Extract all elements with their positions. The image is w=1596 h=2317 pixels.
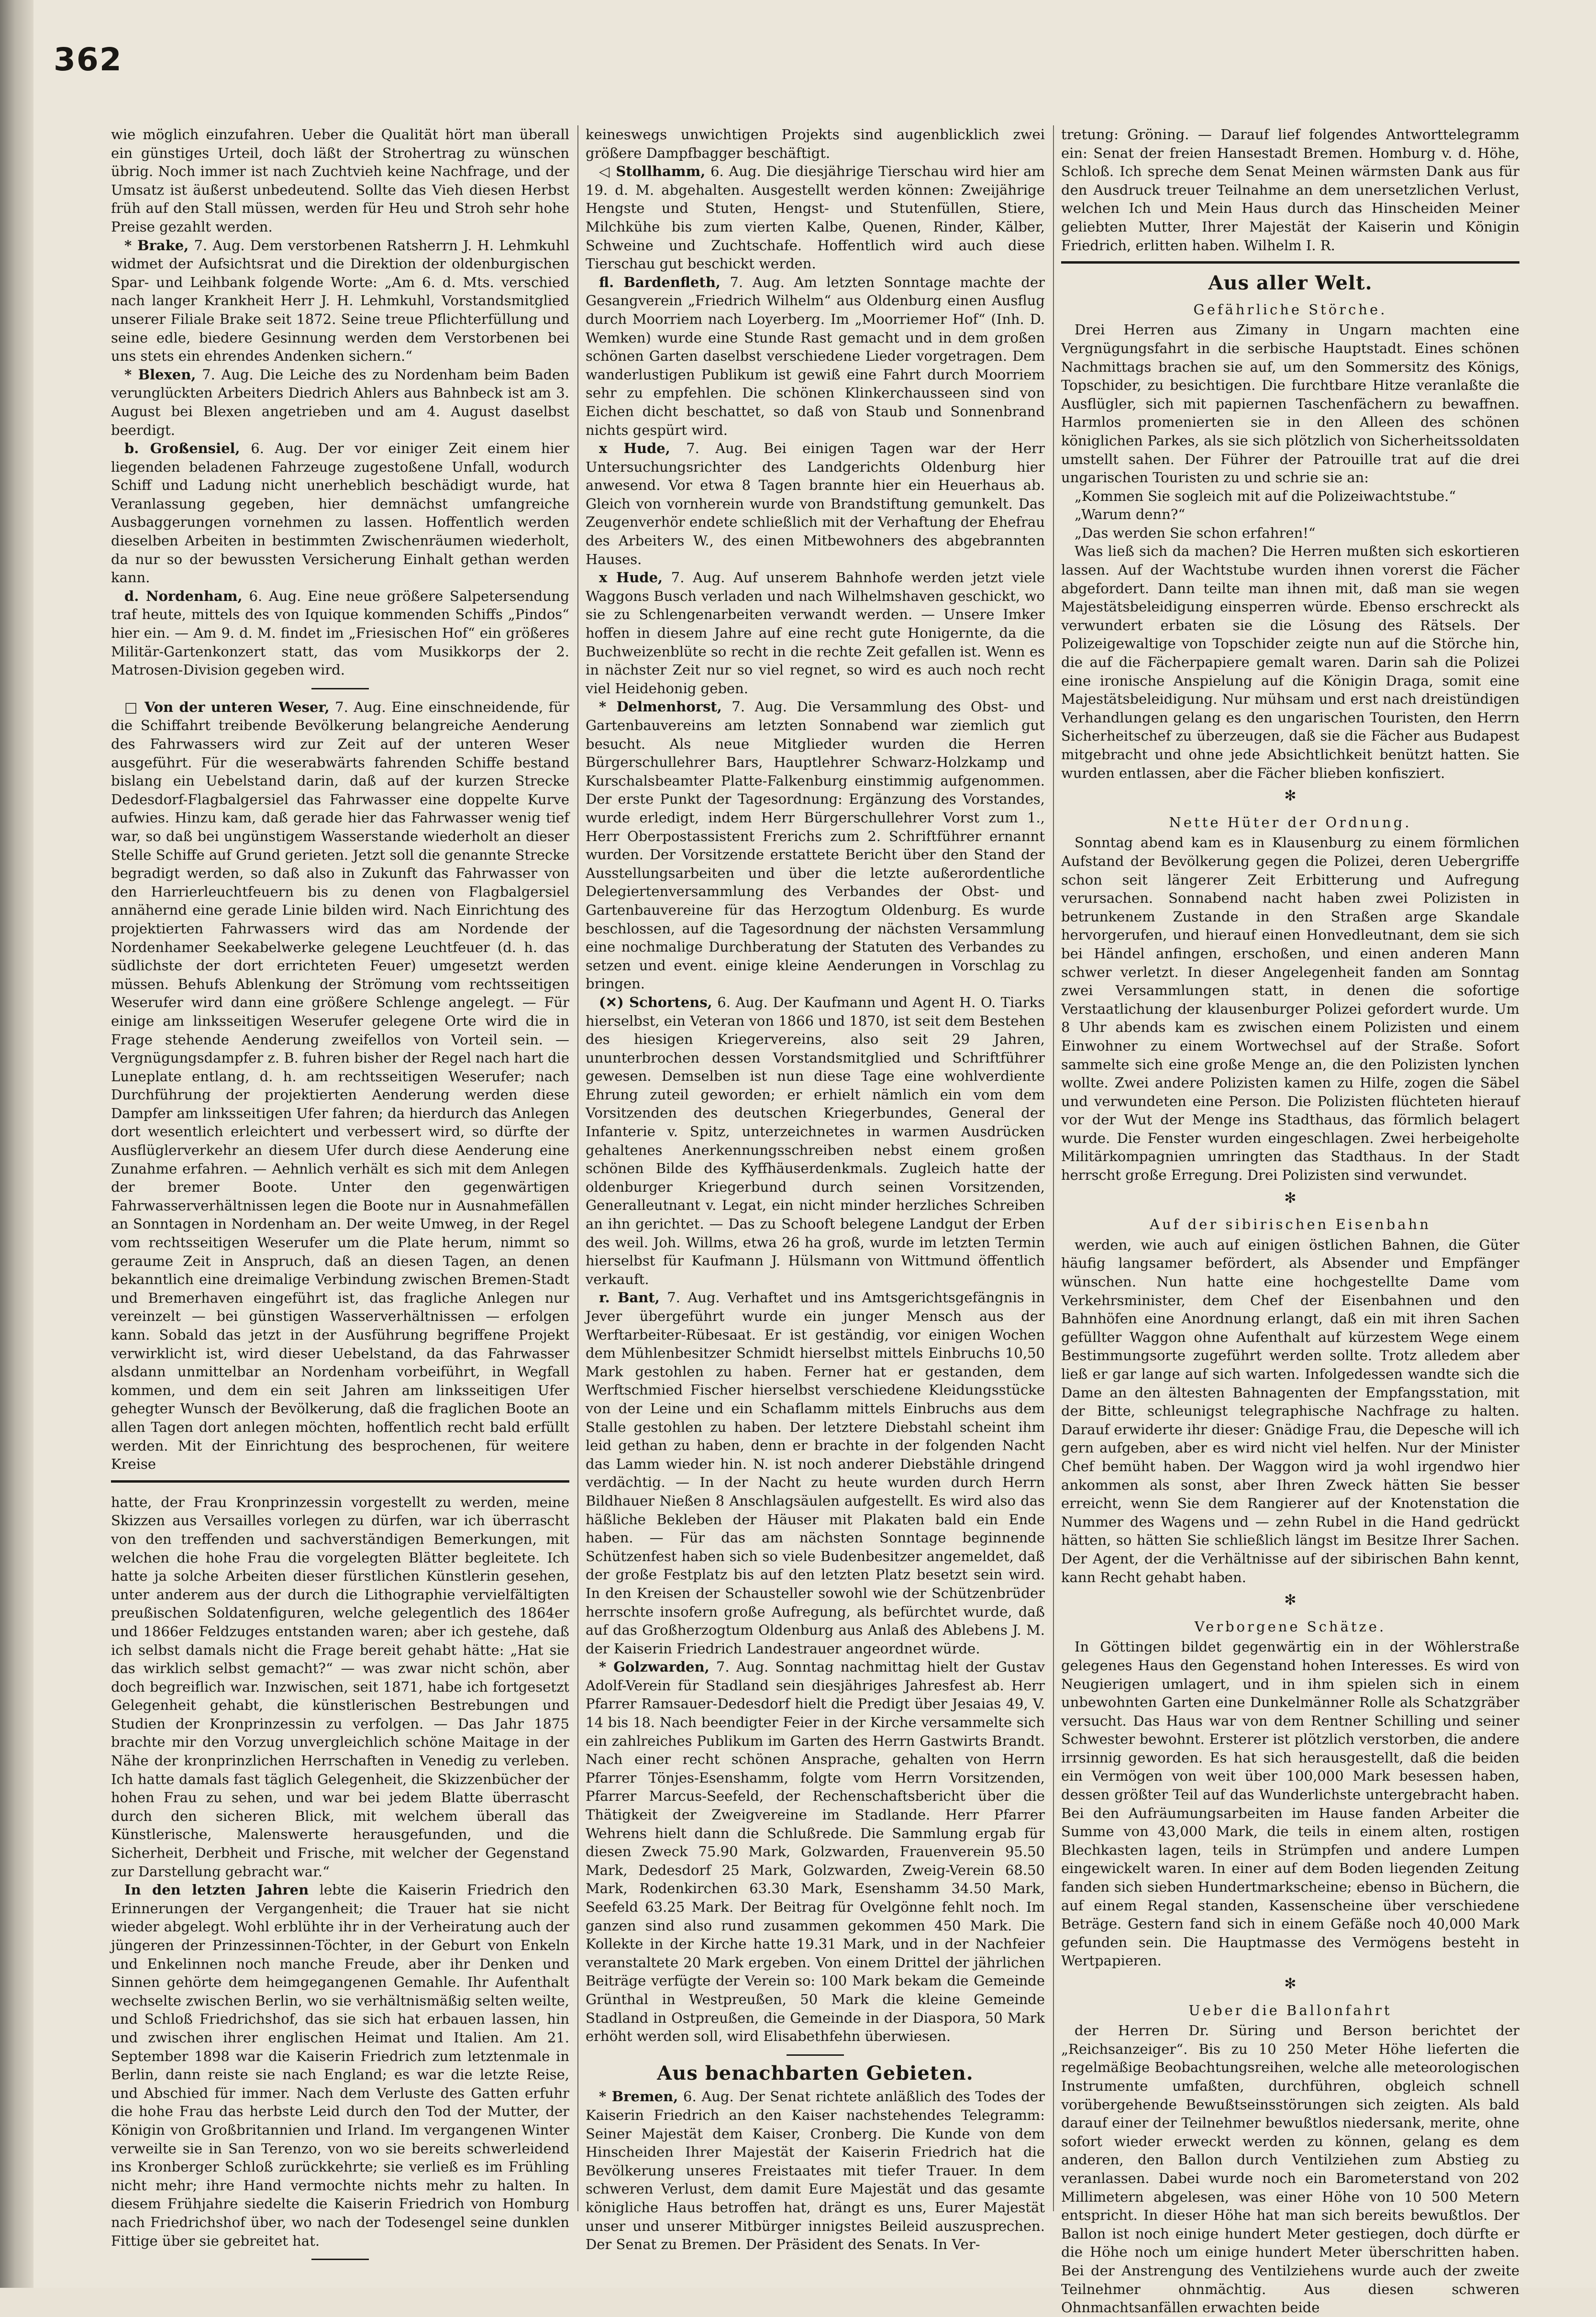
- article-paragraph: [586, 698, 1045, 993]
- dateline: * Brake,: [124, 237, 189, 254]
- article-paragraph: [1061, 505, 1519, 524]
- dateline: d. Nordenham,: [124, 588, 243, 604]
- article-paragraph: [586, 125, 1045, 162]
- article-headline: Verborgene Schätze.: [1194, 1618, 1386, 1635]
- article-paragraph: [586, 439, 1045, 568]
- article-text: 7. Aug. Dem verstorbenen Ratsherrn J. H. Lehmkuhl widmet der Aufsichtsrat und die Direktion der oldenburgischen Spar- und Leihbank folgende Worte: „Am 6. d. Mts. verschied nach langer Krankheit Herr J. H. Lehmkuhl, Vorstandsmitglied unserer Filiale Brake seit 1872. Seine treue Pflichterfüllung und seine edle, biedere Gesinnung werden dem Verstorbenen bei uns stets ein ehrendes Andenken sichern.“: [111, 237, 569, 365]
- article-paragraph: [586, 1658, 1045, 2045]
- section-heading: Aus benachbarten Gebieten.: [657, 2062, 974, 2084]
- column-divider: [1053, 125, 1054, 2211]
- dateline: x Hude,: [599, 440, 670, 457]
- article-paragraph: [1061, 1638, 1519, 1970]
- article-text: 6. Aug. Die diesjährige Tierschau wird hier am 19. d. M. abgehalten. Ausgestellt werden können: Zweijährige Hengste und Stuten, Hengst- und Stutenfüllen, Stiere, Milchkühe bis zum vierten Kalbe, Quenen, Rinder, Kälber, Schweine und Zuchtschafe. Hoffentlich wird auch diese Tierschau gut beschickt werden.: [586, 163, 1045, 272]
- article-paragraph: [111, 125, 569, 236]
- article-text: 6. Aug. Der Senat richtete anläßlich des Todes der Kaiserin Friedrich an den Kaiser nachstehendes Telegramm: Seiner Majestät dem Kaiser, Cronberg. Die Kunde von dem Hinscheiden Ihrer Majestät der Kaiserin Friedrich hat die Bevölkerung unseres Freistaates mit tiefer Trauer. In dem schweren Verlust, dem damit Eure Majestät und das gesamte königliche Haus betroffen hat, drängt es uns, Eurer Majestät unser und unserer Mitbürger innigstes Beileid auszusprechen. Der Senat zu Bremen. Der Präsident des Senats. In Ver-: [586, 2088, 1045, 2253]
- article-text: 7. Aug. Die Versammlung des Obst- und Gartenbauvereins am letzten Sonnabend war ziemlich gut besucht. Als neue Mitglieder wurden die Herren Bürgerschullehrer Bars, Hauptlehrer Schwarz-Holzkamp und Kurschalsbeamter Platte-Falkenburg einstimmig aufgenommen. Der erste Punkt der Tagesordnung: Ergänzung des Vorstandes, wurde erledigt, indem Herr Bürgerschullehrer Vorst zum 1., Herr Oberpostassistent Frerichs zum 2. Schriftführer ernannt wurden. Der Vorsitzende erstattete Bericht über den Stand der Ausstellungsarbeiten und über die letzte außerordentliche Delegiertenversammlung des Verbandes der Obst- und Gartenbauvereine für das Herzogtum Oldenburg. Es wurde beschlossen, auf die Tagesordnung der nächsten Versammlung eine nochmalige Durchberatung der Statuten des Verbandes zu setzen und event. einige kleine Aenderungen in Vorschlag zu bringen.: [586, 698, 1045, 992]
- dateline: x Hude,: [599, 569, 663, 586]
- article-text: 7. Aug. Die Leiche des zu Nordenham beim Baden verunglückten Arbeiters Diedrich Ahlers aus Bahnbeck ist am 3. August bei Blexen angetrieben und am 4. August daselbst beerdigt.: [111, 366, 569, 438]
- section-heading: Aus aller Welt.: [1208, 272, 1373, 295]
- article-paragraph: [1061, 2021, 1519, 2317]
- article-paragraph: [586, 993, 1045, 1289]
- article-paragraph: [111, 236, 569, 366]
- article-text: Sonntag abend kam es in Klausenburg zu einem förmlichen Aufstand der Bevölkerung gegen die Polizei, deren Uebergriffe schon seit längerer Zeit Erbitterung und Aufregung verursachen. Sonnabend nacht haben zwei Polizisten in betrunkenem Zustande in den Straßen arge Skandale hervorgerufen, und hierauf einen Honvedleutnant, dem sie sich bei Händel anfingen, erschoßen, und einen anderen Mann schwer verletzt. In dieser Angelegenheit fanden am Sonntag zwei Versammlungen statt, in denen die sofortige Verstaatlichung der klausenburger Polizei gefordert wurde. Um 8 Uhr abends kam es zwischen einem Polizisten und einem Einwohner zu einem Wortwechsel auf der Straße. Sofort sammelte sich eine große Menge an, die den Polizisten lynchen wollte. Zwei andere Polizisten kamen zu Hilfe, zogen die Säbel und verwundeten eine Person. Die Polizisten flüchteten hierauf vor der Wut der Menge ins Stadthaus, das förmlich belagert wurde. Die Fenster wurden eingeschlagen. Zwei herbeigeholte Militärkompagnien umringten das Stadthaus. In der Stadt herrscht große Erregung. Drei Polizisten sind verwundet.: [1061, 834, 1519, 1184]
- article-text: 7. Aug. Sonntag nachmittag hielt der Gustav Adolf-Verein für Stadland sein diesjähriges Jahresfest ab. Herr Pfarrer Ramsauer-Dedesdorf hielt die Predigt über Jesaias 49, V. 14 bis 18. Nach beendigter Feier in der Kirche versammelte sich ein zahlreiches Publikum im Garten des Herrn Gastwirts Brandt. Nach einer recht schönen Ansprache, gehalten von Herrn Pfarrer Tönjes-Esenshamm, folgte vom Herrn Vorsitzenden, Pfarrer Marcus-Seefeld, der Rechenschaftsbericht über die Thätigkeit der Zweigvereine im Stadlande. Herr Pfarrer Wehrens hielt dann die Schlußrede. Die Sammlung ergab für diesen Zweck 75.90 Mark, Golzwarden, Frauenverein 95.50 Mark, Dedesdorf 25 Mark, Golzwarden, Zweig-Verein 68.50 Mark, Rodenkirchen 63.30 Mark, Esenshamm 34.50 Mark, Seefeld 63.25 Mark. Der Beitrag für Ovelgönne fehlt noch. Im ganzen sind also rund zusammen gekommen 450 Mark. Die Kollekte in der Kirche hatte 19.31 Mark, und in der Nachfeier veranstaltete 20 Mark ergeben. Von einem Drittel der jährlichen Beiträge verfügte der Verein so: 100 Mark bekam die Gemeinde Grünthal in Westpreußen, 50 Mark die kleine Gemeinde Stadland in Ostpreußen, die Gemeinde in der Diaspora, 50 Mark erhöht werden soll, wird Elisabethfehn überwiesen.: [586, 1659, 1045, 2045]
- article-separator: [311, 688, 369, 689]
- book-binding-edge: [0, 0, 33, 2288]
- article-headline: Gefährliche Störche.: [1193, 301, 1387, 318]
- dateline: * Blexen,: [124, 366, 196, 383]
- article-headline: Nette Hüter der Ordnung.: [1169, 814, 1412, 831]
- article-paragraph: [1061, 524, 1519, 543]
- article-paragraph: [586, 1288, 1045, 1658]
- article-paragraph: [111, 587, 569, 679]
- column-1: [111, 125, 569, 2249]
- article-paragraph: [1061, 1236, 1519, 1586]
- dateline: * Golzwarden,: [599, 1659, 709, 1675]
- article-paragraph: [586, 162, 1045, 273]
- article-text: Drei Herren aus Zimany in Ungarn machten eine Vergnügungsfahrt in die serbische Hauptstadt. Eines schönen Nachmittags brachen sie auf, um den Sommersitz des Königs, Topschider, zu besichtigen. Die furchtbare Hitze veranlaßte die Ausflügler, sich mit papiernen Taschenfächern zu bewaffnen. Harmlos promenierten sie in den Alleen des schönen königlichen Parkes, als sie sich plötzlich von Sicherheitssoldaten umstellt sahen. Der Führer der Patrouille trat auf die drei ungarischen Touristen zu und schrie sie an:: [1061, 321, 1519, 486]
- dateline: In den letzten Jahren: [124, 1882, 309, 1898]
- article-text: 7. Aug. Eine einschneidende, für die Schiffahrt treibende Bevölkerung belangreiche Aenderung des Fahrwassers wird zur Zeit auf der unteren Weser ausgeführt. Für die weserabwärts fahrenden Schiffe bestand bislang ein Uebelstand darin, daß auf der kurzen Strecke Dedesdorf-Flagbalgersiel das Fahrwasser eine doppelte Kurve aufwies. Hinzu kam, daß gerade hier das Fahrwasser wenig tief war, so daß bei ungünstigem Wasserstande wiederholt an dieser Stelle Schiffe auf Grund gerieten. Jetzt soll die genannte Strecke begradigt werden, so daß also in Zukunft das Fahrwasser von den Harrierleuchtfeuern bis zu denen von Flagbalgersiel annähernd eine gerade Linie bilden wird. Nach Einrichtung des projektierten Fahrwassers wird das am Nordende der Nordenhamer Seekabelwerke gelegene Leuchtfeuer (d. h. das südlichste der dort errichteten Feuer) umgesetzt werden müssen. Behufs Ablenkung der Strömung vom rechtsseitigen Weserufer wird dann eine größere Schlenge angelegt. — Für einige am linksseitigen Weserufer gelegene Orte wird die in Frage stehende Aenderung zweifellos von Vorteil sein. — Vergnügungsdampfer z. B. fuhren bisher der Regel nach hart die Luneplate entlang, d. h. am rechtsseitigen Weserufer; nach Durchführung der projektierten Aenderung werden diese Dampfer am linksseitigen Ufer fahren; da hierdurch das Anlegen dort wesentlich erleichtert und verbessert wird, so dürfte der Ausflüglerverkehr an diesem Ufer durch diese Aenderung eine Zunahme erfahren. — Aehnlich verhält es sich mit dem Anlegen der bremer Boote. Unter den gegenwärtigen Fahrwasserverhältnissen legen die Boote nur in Ausnahmefällen an Sonntagen in Nordenham an. Der weite Umweg, in der Regel vom rechtsseitigen Weserufer um die Plate herum, nimmt so geraume Zeit in Anspruch, daß an diesen Tagen, an denen bekanntlich eine dreimalige Verbindung zwischen Bremen-Stadt und Bremerhaven eingeführt ist, das fragliche Anlegen nur vereinzelt — bei günstigen Wasserverhältnissen — erfolgen kann. Sobald das jetzt in der Ausführung begriffene Projekt verwirklicht ist, wird dieser Uebelstand, da das Fahrwasser alsdann unmittelbar an Nordenham vorbeiführt, in Wegfall kommen, und dem ein seit Jahren am linksseitigen Ufer gehegter Wunsch der Bevölkerung, daß die fraglichen Boote an allen Tagen dort anlegen möchten, hoffentlich recht bald erfüllt werden. Mit der Einrichtung des besprochenen, für weitere Kreise: [111, 698, 569, 1473]
- article-text: In Göttingen bildet gegenwärtig ein in der Wöhlerstraße gelegenes Haus den Gegenstand hohen Interesses. Es wird von Neugierigen umlagert, und in ihm spielen sich in einem unbewohnten Garten eine Dunkelmänner Rolle als Schatzgräber versucht. Das Haus war von dem Rentner Schilling und seiner Schwester bewohnt. Ersterer ist plötzlich verstorben, die andere irrsinnig geworden. Es hat sich herausgestellt, daß die beiden ein Vermögen von weit über 100,000 Mark besessen haben, dessen größter Teil auf das Wunderlichste untergebracht haben. Bei den Aufräumungsarbeiten im Hause fanden Arbeiter die Summe von 43,000 Mark, die teils in einem alten, rostigen Blechkasten lagen, teils in Strümpfen und andere Lumpen eingewickelt waren. In einer auf dem Boden liegenden Zeitung fanden sich sieben Hundertmarkscheine; ebenso in Büchern, die auf einem Regal standen, Kassenscheine über verschiedene Beträge. Gestern fand sich in einem Gefäße noch 40,000 Mark gefunden sein. Die Hauptmasse des Vermögens besteht in Wertpapieren.: [1061, 1639, 1519, 1969]
- article-paragraph: [111, 698, 569, 1474]
- asterism-separator: ✻: [1284, 787, 1297, 805]
- article-paragraph: [1061, 542, 1519, 782]
- dateline: * Delmenhorst,: [599, 698, 722, 715]
- article-text: keineswegs unwichtigen Projekts sind augenblicklich zwei größere Dampfbagger beschäftigt.: [586, 126, 1045, 161]
- page-number: 362: [54, 41, 122, 78]
- article-text: 6. Aug. Der vor einiger Zeit einem hier liegenden beladenen Fahrzeuge zugestoßene Unfall, wodurch Schiff und Ladung nicht unerheblich beschädigt wurde, hat Veranlassung gegeben, hier demnächst umfangreiche Ausbaggerungen vornehmen zu lassen. Hoffentlich werden dieselben Arbeiten in bestimmten Zwischenräumen wiederholt, da nur so der bewussten Versicherung Einhalt gethan werden kann.: [111, 440, 569, 586]
- article-text: der Herren Dr. Süring und Berson berichtet der „Reichsanzeiger“. Bis zu 10 250 Meter Höhe lieferten die regelmäßige Beobachtungsreihen, welche alle meteorologischen Instrumente umfaßten, durchführen, obgleich schnell vorübergehende Bewußtseinsstörungen sich zeigten. Als bald darauf einer der Teilnehmer bewußtlos niedersank, merite, ohne sofort wieder erweckt werden zu können, gelang es dem anderen, den Ballon durch Ventilziehen zum Abstieg zu veranlassen. Dabei wurde noch ein Barometerstand von 202 Millimetern abgelesen, was einer Höhe von 10 500 Metern entspricht. In dieser Höhe hat man sich bereits bewußtlos. Der Ballon ist noch einige hundert Meter gestiegen, doch dürfte er die Höhe noch um einige hundert Meter überschritten haben. Bei der Anstrengung des Ventilziehens wurde auch der zweite Teilnehmer ohnmächtig. Aus diesen schweren Ohnmachtsanfällen erwachten beide: [1061, 2022, 1519, 2316]
- article-paragraph: [1061, 321, 1519, 487]
- column-divider: [577, 125, 578, 2211]
- article-paragraph: [111, 1881, 569, 2250]
- article-text: 6. Aug. Der Kaufmann und Agent H. O. Tiarks hierselbst, ein Veteran von 1866 und 1870, ist seit dem Bestehen des hiesigen Kriegervereins, also seit 29 Jahren, ununterbrochen dessen Vorstandsmitglied und Schriftführer gewesen. Demselben ist nun diese Tage eine wohlverdiente Ehrung zuteil geworden; er erhielt nämlich ein vom dem Vorsitzenden des deutschen Kriegerbundes, General der Infanterie v. Spitz, unterzeichnetes in warmen Ausdrücken gehaltenes Anerkennungsschreiben nebst einem großen schönen Bilde des Kyffhäuserdenkmals. Zugleich hatte der oldenburger Kriegerbund durch seinen Vorsitzenden, Generalleutnant v. Legat, ein nicht minder herzliches Schreiben an ihn gerichtet. — Das zu Schooft belegene Landgut der Erben des weil. Joh. Willms, etwa 26 ha groß, wurde im letzten Termin hierselbst für Kaufmann J. Hülsmann von Wittmund öffentlich verkauft.: [586, 994, 1045, 1287]
- section-rule: [1061, 261, 1519, 264]
- article-text: 7. Aug. Bei einigen Tagen war der Herr Untersuchungsrichter des Landgerichts Oldenburg hier anwesend. Vor etwa 8 Tagen brannte hier ein Heuerhaus ab. Gleich von vornherein wurde von Brandstiftung gemunkelt. Das Zeugenverhör endete schließlich mit der Verhaftung der Ehefrau des Arbeiters W., des einen Mitbewohners des abgebrannten Hauses.: [586, 440, 1045, 567]
- asterism-separator: ✻: [1284, 1189, 1297, 1207]
- article-text: hatte, der Frau Kronprinzessin vorgestellt zu werden, meine Skizzen aus Versailles vorlegen zu dürfen, war ich überrascht von den treffenden und sachverständigen Bemerkungen, mit welchen die hohe Frau die vorgelegten Blätter begleitete. Ich hatte ja solche Arbeiten dieser fürstlichen Künstlerin gesehen, unter anderem aus der durch die Lithographie vervielfältigten preußischen Soldatenfiguren, welche gelegentlich des 1864er und 1866er Feldzuges entstanden waren; aber ich gestehe, daß ich selbst damals nicht die Frage bereit gehabt hätte: „Hat sie das wirklich selbst gemacht?“ — was zwar nicht schön, aber doch begreiflich war. Inzwischen, seit 1871, habe ich fortgesetzt Gelegenheit gehabt, die künstlerischen Bestrebungen und Studien der Kronprinzessin zu verfolgen. — Das Jahr 1875 brachte mir den Vorzug unvergleichlich schöne Maitage in der Nähe der kronprinzlichen Herrschaften in Venedig zu verleben. Ich hatte damals fast täglich Gelegenheit, die Skizzenbücher der hohen Frau zu sehen, und war bei jedem Blatte überrascht durch den sicheren Blick, mit welchem überall das Künstlerische, Malenswerte herausgefunden, und die Sicherheit, Derbheit und Frische, mit welcher der Gegenstand zur Darstellung gebracht war.“: [111, 1494, 569, 1880]
- article-paragraph: [1061, 487, 1519, 506]
- dateline: □ Von der unteren Weser,: [124, 698, 330, 715]
- dateline: ◁ Stollhamm,: [599, 163, 706, 180]
- article-text: Was ließ sich da machen? Die Herren mußten sich eskortieren lassen. Auf der Wachtstube wurden ihnen vorerst die Fächer abgefordert. Dann teilte man ihnen mit, daß man sie wegen Majestätsbeleidigung einsperren würde. Ebenso erschreckt als verwundert erbaten sie die Lösung des Rätsels. Der Polizeigewaltige von Topschider zeigte nun auf die Störche hin, die auf die Fächerpapiere gemalt waren. Darin sah die Polizei eine ironische Anspielung auf die Königin Draga, somit eine Majestätsbeleidigung. Nur mühsam und erst nach dreistündigen Verhandlungen gelang es den ungarischen Touristen, den Herrn Sicherheitschef zu überzeugen, daß sie die Fächer aus Budapest mitgebracht und ohne jede Absichtlichkeit benützt hatten. Sie wurden entlassen, aber die Fächer blieben konfisziert.: [1061, 543, 1519, 781]
- article-separator: [787, 2054, 844, 2056]
- article-paragraph: [586, 568, 1045, 698]
- article-text: lebte die Kaiserin Friedrich den Erinnerungen der Vergangenheit; die Trauer hat sie nicht wieder abgelegt. Wohl erblühte ihr in der Verheiratung auch der jüngeren der Prinzessinnen-Töchter, in der Geburt von Enkeln und Enkelinnen noch manche Freude, aber ihr Denken und Sinnen gehörte dem heimgegangenen Gemahle. Ihr Aufenthalt wechselte zwischen Berlin, wo sie verhältnismäßig selten weilte, und Schloß Friedrichshof, das sie sich hat erbauen lassen, hin und zwischen ihrer englischen Heimat und Italien. Am 21. September 1898 war die Kaiserin Friedrich zum letztenmale in Berlin, dann reiste sie nach England; es war die letzte Reise, und Abschied für immer. Nach dem Verluste des Gatten erfuhr die hohe Frau das herbste Leid durch den Tod der Mutter, der Königin von Großbritannien und Irland. Im vergangenen Winter verweilte sie in San Terenzo, von wo sie bereits schwerleidend ins Kronberger Schloß zurückkehrte; sie verließ es im Frühling nicht mehr; ihre Hand vermochte nichts mehr zu halten. In diesem Frühjahre siedelte die Kaiserin Friedrich von Homburg nach Friedrichshof über, wo nach der Todesengel seine dunklen Fittige über sie gebreitet hat.: [111, 1882, 569, 2249]
- dateline: b. Großensiel,: [124, 440, 240, 457]
- asterism-separator: ✻: [1284, 1975, 1297, 1992]
- article-headline: Auf der sibirischen Eisenbahn: [1150, 1216, 1431, 1233]
- asterism-separator: ✻: [1284, 1592, 1297, 1609]
- article-text: 7. Aug. Verhaftet und ins Amtsgerichtsgefängnis in Jever übergeführt wurde ein junger Mensch aus der Werftarbeiter-Rübesaat. Er ist geständig, vor einigen Wochen dem Mühlenbesitzer Schmidt hierselbst mittels Einbruchs 10,50 Mark gestohlen zu haben. Ferner hat er gestanden, dem Werftschmied Fischer hierselbst verschiedene Kleidungsstücke von der Leine und ein Schaflamm mittels Einbruchs aus dem Stalle gestohlen zu haben. Der letztere Diebstahl scheint ihm leid gethan zu haben, denn er brachte in der folgenden Nacht das Lamm wieder hin. N. ist noch anderer Diebstähle dringend verdächtig. — In der Nacht zu heute wurden durch Herrn Bildhauer Nießen 8 Anschlagsäulen aufgestellt. Es wird also das häßliche Bekleben der Häuser mit Plakaten bald ein Ende haben. — Für das am nächsten Sonntage beginnende Schützenfest haben sich so viele Budenbesitzer angemeldet, daß der große Festplatz bis auf den letzten Platz besetzt sein wird. In den Kreisen der Schausteller sowohl wie der Schützenbrüder herrschte insofern große Aufregung, als befürchtet wurde, daß auf das Großherzogtum Oldenburg aus Anlaß des Ablebens J. M. der Kaiserin Friedrich Landestrauer angeordnet würde.: [586, 1289, 1045, 1657]
- article-paragraph: [111, 1493, 569, 1881]
- article-text: „Warum denn?“: [1075, 506, 1186, 523]
- article-text: tretung: Gröning. — Darauf lief folgendes Antworttelegramm ein: Senat der freien Hansestadt Bremen. Homburg v. d. Höhe, Schloß. Ich spreche dem Senat Meinen wärmsten Dank aus für den Ausdruck treuer Teilnahme an dem unersetzlichen Verlust, welchen Ich und Mein Haus durch das Hinscheiden Meiner geliebten Mutter, Ihrer Majestät der Kaiserin und Königin Friedrich, erlitten haben. Wilhelm I. R.: [1061, 126, 1519, 254]
- article-text: 6. Aug. Eine neue größere Salpetersendung traf heute, mittels des von Iquique kommenden Schiffs „Pindos“ hier ein. — Am 9. d. M. findet im „Friesischen Hof“ ein größeres Militär-Gartenkonzert statt, das vom Musikkorps der 2. Matrosen-Division gegeben wird.: [111, 588, 569, 678]
- article-text: wie möglich einzufahren. Ueber die Qualität hört man überall ein günstiges Urteil, doch läßt der Strohertrag zu wünschen übrig. Noch immer ist nach Zuchtvieh keine Nachfrage, und der Umsatz ist äußerst unbedeutend. Sollte das Vieh diesen Herbst früh auf den Stall müssen, werden für Heu und Stroh sehr hohe Preise gezahlt werden.: [111, 126, 569, 235]
- article-paragraph: [1061, 125, 1519, 255]
- article-paragraph: [586, 2087, 1045, 2253]
- article-separator: [311, 2259, 369, 2260]
- dateline: (✕) Schortens,: [599, 994, 712, 1010]
- column-3: [1061, 125, 1519, 2316]
- article-headline: Ueber die Ballonfahrt: [1188, 2002, 1392, 2018]
- article-text: werden, wie auch auf einigen östlichen Bahnen, die Güter häufig langsamer befördert, als Absender und Empfänger wünschen. Nun hatte eine hochgestellte Dame vom Verkehrsminister, dem Chef der Eisenbahnen und den Bahnhöfen eine Anordnung erlangt, daß ein mit ihren Sachen gefüllter Waggon ohne Aufenthalt auf kürzestem Wege einem Bestimmungsorte zugeführt werden sollte. Trotz alledem aber ließ er gar lange auf sich warten. Infolgedessen wandte sich die Dame an den ältesten Bahnagenten der Empfangsstation, mit der Bitte, schleunigst telegraphische Nachfrage zu halten. Darauf erwiderte ihr dieser: Gnädige Frau, die Depesche will ich gern aufgeben, aber es wird nicht viel helfen. Nur der Minister Chef bemüht haben. Der Waggon wird ja wohl irgendwo hier ankommen als sonst, aber Ihren Zweck hätten Sie besser erreicht, wenn Sie dem Rangierer auf der Knotenstation die Nummer des Wagens und — zehn Rubel in die Hand gedrückt hätten, so hätten Sie schließlich längst im Besitze Ihrer Sachen. Der Agent, der die Verhältnisse auf der sibirischen Bahn kennt, kann Recht gehabt haben.: [1061, 1236, 1519, 1585]
- dateline: * Bremen,: [599, 2088, 678, 2105]
- article-text: „Kommen Sie sogleich mit auf die Polizeiwachtstube.“: [1075, 488, 1456, 504]
- article-text: 7. Aug. Am letzten Sonntage machte der Gesangverein „Friedrich Wilhelm“ aus Oldenburg einen Ausflug durch Moorriem nach Loyerberg. Im „Moorriemer Hof“ (Inh. D. Wemken) wurde eine Stunde Rast gemacht und in dem großen schönen Garten daselbst verschiedene Lieder vorgetragen. Dem wanderlustigen Publikum ist gewiß eine Fahrt durch Moorriem sehr zu empfehlen. Die schönen Klinkerchausseen sind von Eichen dicht beschattet, so daß von Staub und Sonnenbrand nichts gespürt wird.: [586, 274, 1045, 438]
- article-paragraph: [1061, 833, 1519, 1184]
- article-paragraph: [111, 366, 569, 439]
- article-paragraph: [586, 273, 1045, 439]
- section-rule: [111, 1480, 569, 1483]
- article-text: 7. Aug. Auf unserem Bahnhofe werden jetzt viele Waggons Busch verladen und nach Wilhelmshaven geschickt, wo sie zu Schlengenarbeiten verwandt werden. — Unsere Imker hoffen in diesem Jahre auf eine recht gute Honigernte, da die Buchweizenblüte so recht in die rechte Zeit gefallen ist. Wenn es in nächster Zeit nur so viel regnet, so wird es auch noch recht viel Heidehonig geben.: [586, 569, 1045, 697]
- dateline: fl. Bardenfleth,: [599, 274, 721, 290]
- article-text: „Das werden Sie schon erfahren!“: [1075, 524, 1316, 541]
- article-paragraph: [111, 439, 569, 587]
- column-2: [586, 125, 1045, 2253]
- dateline: r. Bant,: [599, 1289, 660, 1306]
